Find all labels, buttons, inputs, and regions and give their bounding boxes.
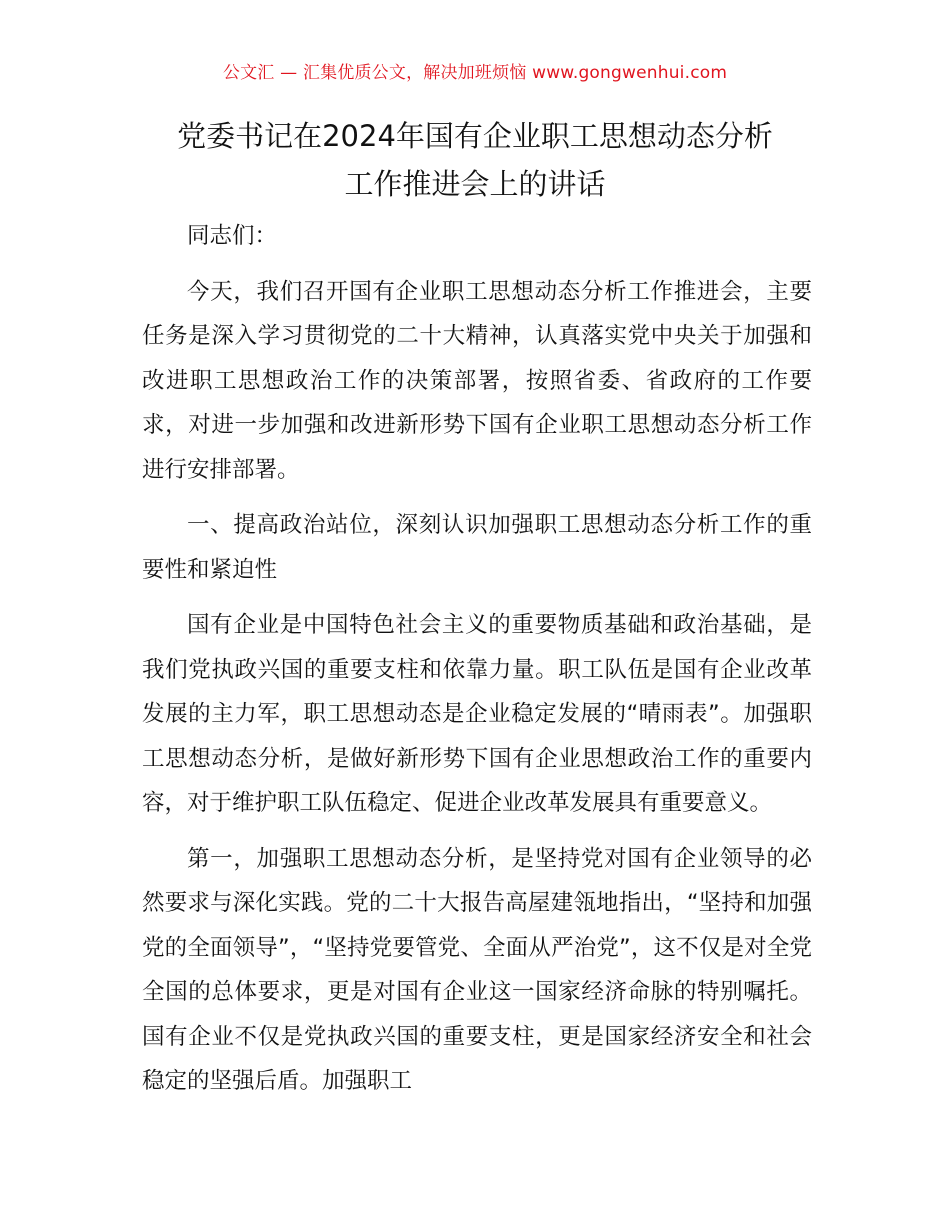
section-heading-1: 一、提高政治站位，深刻认识加强职工思想动态分析工作的重要性和紧迫性: [142, 512, 812, 583]
title-line-2: 工作推进会上的讲话: [344, 167, 606, 201]
title-line-1: 党委书记在2024年国有企业职工思想动态分析: [177, 119, 773, 153]
site-banner: 公文汇 — 汇集优质公文，解决加班烦恼 www.gongwenhui.com: [222, 63, 728, 83]
document-body: [142, 214, 812, 1115]
document-title: [90, 112, 860, 208]
salutation: 同志们：: [187, 223, 278, 249]
paragraph-soe-importance: 国有企业是中国特色社会主义的重要物质基础和政治基础，是我们党执政兴国的重要支柱和依靠力量。职工队伍是国有企业改革发展的主力军，职工思想动态是企业稳定发展的“晴雨表”。加强职工思想动态分析，是做好新形势下国有企业思想政治工作的重要内容，对于维护职工队伍稳定、促进企业改革发展具有重要意义。: [142, 612, 812, 816]
paragraph-first-point: 第一，加强职工思想动态分析，是坚持党对国有企业领导的必然要求与深化实践。党的二十大报告高屋建瓴地指出，“坚持和加强党的全面领导”，“坚持党要管党、全面从严治党”，这不仅是对全党全国的总体要求，更是对国有企业这一国家经济命脉的特别嘱托。国有企业不仅是党执政兴国的重要支柱，更是国家经济安全和社会稳定的坚强后盾。加强职工: [142, 845, 812, 1094]
paragraph-intro: 今天，我们召开国有企业职工思想动态分析工作推进会，主要任务是深入学习贯彻党的二十大精神，认真落实党中央关于加强和改进职工思想政治工作的决策部署，按照省委、省政府的工作要求，对进一步加强和改进新形势下国有企业职工思想动态分析工作进行安排部署。: [142, 278, 812, 483]
